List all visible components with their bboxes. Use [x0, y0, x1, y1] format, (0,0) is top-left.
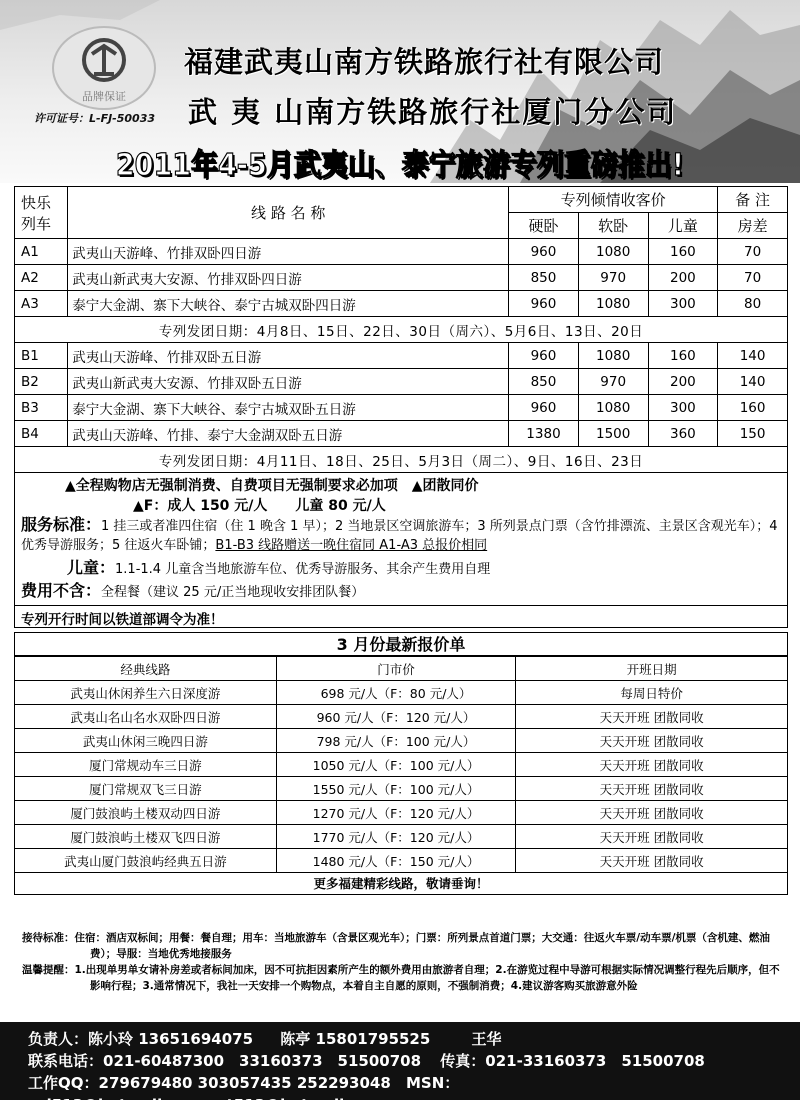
phone-numbers: 021-60487300 33160373 51500708 [103, 1052, 422, 1070]
price-list-row [15, 705, 788, 729]
price-child: 200 [648, 369, 718, 395]
retail-price: 1550 元/人（F：100 元/人） [276, 777, 516, 801]
child-label: 儿童： [67, 558, 116, 577]
price-list-row [15, 825, 788, 849]
train-route-row [15, 239, 788, 265]
route-name: 武夷山新武夷大安源、竹排双卧五日游 [68, 369, 509, 395]
col-header-classic-route: 经典线路 [15, 657, 277, 681]
price-list-title: 3 月份最新报价单 [14, 632, 788, 656]
logo-text: 品牌保证 [82, 90, 126, 103]
classic-route-name: 厦门鼓浪屿土楼双飞四日游 [15, 825, 277, 849]
more-routes-note: 更多福建精彩线路，敬请垂询！ [14, 873, 788, 895]
price-room-diff: 140 [718, 343, 788, 369]
route-name: 武夷山新武夷大安源、竹排双卧四日游 [68, 265, 509, 291]
notes-block [14, 473, 788, 606]
col-header-price-group: 专列倾情收客价 [509, 187, 718, 213]
price-child: 360 [648, 421, 718, 447]
fine-print [22, 930, 782, 994]
price-list-row [15, 849, 788, 873]
classic-route-name: 厦门鼓浪屿土楼双动四日游 [15, 801, 277, 825]
price-child: 300 [648, 395, 718, 421]
schedule-notice: 专列开行时间以铁道部调令为准！ [14, 606, 788, 628]
exclusions-text: 全程餐（建议 25 元/正当地现收安排团队餐） [101, 585, 365, 600]
price-child: 160 [648, 239, 718, 265]
price-hard-sleeper: 960 [509, 395, 579, 421]
price-child: 160 [648, 343, 718, 369]
price-room-diff: 70 [718, 265, 788, 291]
contact-person-3: 王华 [471, 1030, 502, 1048]
price-hard-sleeper: 960 [509, 291, 579, 317]
price-soft-sleeper: 1080 [578, 239, 648, 265]
route-code: A1 [15, 239, 68, 265]
start-schedule: 每周日特价 [516, 681, 788, 705]
price-soft-sleeper: 1080 [578, 343, 648, 369]
train-route-row [15, 421, 788, 447]
fax-label: 传真： [440, 1052, 486, 1070]
route-code: B4 [15, 421, 68, 447]
price-soft-sleeper: 1080 [578, 291, 648, 317]
contact-label: 负责人： [28, 1030, 89, 1048]
classic-route-name: 武夷山休闲养生六日深度游 [15, 681, 277, 705]
price-child: 300 [648, 291, 718, 317]
route-name: 武夷山天游峰、竹排双卧五日游 [68, 343, 509, 369]
main-content [14, 186, 788, 895]
qq-label: 工作QQ： [28, 1074, 99, 1092]
qq-numbers: 279679480 303057435 252293048 [98, 1074, 391, 1092]
col-header-soft-sleeper: 软卧 [578, 213, 648, 239]
warm-reminder: 温馨提醒：1.出现单男单女请补房差或者标间加床，因不可抗拒因素所产生的额外费用由旅游者自理；2.在游览过程中导游可根据实际情况调整行程先后顺序，但不影响行程；3.通常情况下，我社一天安排一个购物点，本着自主自愿的原则，不强制消费；4.建议游客购买旅游意外险 [22, 964, 780, 992]
group-a-rows [15, 239, 788, 317]
start-schedule: 天天开班 团散同收 [516, 753, 788, 777]
service-text: 1 挂三或者准四住宿（住 1 晚含 1 早）；2 当地景区空调旅游车；3 所列景点门票（含竹排漂流、主景区含观光车）；4 优秀导游服务；5 往返火车卧铺； [21, 519, 778, 553]
price-list-row [15, 777, 788, 801]
price-room-diff: 70 [718, 239, 788, 265]
classic-route-name: 武夷山名山名水双卧四日游 [15, 705, 277, 729]
contact-person-1: 陈小玲 13651694075 [88, 1030, 254, 1048]
fax-numbers: 021-33160373 51500708 [485, 1052, 705, 1070]
route-name: 武夷山天游峰、竹排双卧四日游 [68, 239, 509, 265]
price-room-diff: 80 [718, 291, 788, 317]
header-banner [0, 0, 800, 183]
service-label: 服务标准： [21, 515, 102, 534]
price-list-table [14, 656, 788, 873]
price-soft-sleeper: 1500 [578, 421, 648, 447]
promo-headline: 2011年4-5月武夷山、泰宁旅游专列重磅推出! [115, 148, 685, 183]
msn-addresses: cxl513@hotmail.com ct513@hotmail.com [28, 1096, 385, 1114]
price-soft-sleeper: 970 [578, 265, 648, 291]
train-route-table [14, 186, 788, 473]
train-route-row [15, 369, 788, 395]
retail-price: 1050 元/人（F：100 元/人） [276, 753, 516, 777]
price-hard-sleeper: 1380 [509, 421, 579, 447]
price-list-row [15, 729, 788, 753]
service-text-underlined: B1-B3 线路赠送一晚住宿同 A1-A3 总报价相同 [215, 538, 488, 553]
reception-standard: 接待标准：住宿：酒店双标间；用餐：餐自理；用车：当地旅游车（含景区观光车）；门票：所列景点首道门票；大交通：往返火车票/动车票/机票（含机建、燃油费）；导服：当地优秀地接服务 [22, 932, 770, 960]
classic-route-name: 厦门常规双飞三日游 [15, 777, 277, 801]
exclusions-label: 费用不含： [21, 581, 102, 600]
retail-price: 1270 元/人（F：120 元/人） [276, 801, 516, 825]
company-name-primary: 福建武夷山南方铁路旅行社有限公司 [184, 45, 665, 79]
start-schedule: 天天开班 团散同收 [516, 849, 788, 873]
price-hard-sleeper: 960 [509, 239, 579, 265]
retail-price: 698 元/人（F：80 元/人） [276, 681, 516, 705]
col-header-room-diff: 房差 [718, 213, 788, 239]
child-policy [21, 555, 781, 578]
classic-route-name: 武夷山休闲三晚四日游 [15, 729, 277, 753]
train-route-row [15, 291, 788, 317]
price-room-diff: 160 [718, 395, 788, 421]
price-soft-sleeper: 970 [578, 369, 648, 395]
service-standard [21, 515, 781, 555]
route-code: B1 [15, 343, 68, 369]
retail-price: 1770 元/人（F：120 元/人） [276, 825, 516, 849]
shopping-note: ▲全程购物店无强制消费、自费项目无强制要求必加项 ▲团散同价 [65, 478, 479, 494]
qq-msn-line [28, 1072, 800, 1116]
contact-footer [0, 1022, 800, 1114]
train-route-row [15, 265, 788, 291]
route-code: B3 [15, 395, 68, 421]
price-list-row [15, 681, 788, 705]
price-list-rows [15, 681, 788, 873]
col-header-child: 儿童 [648, 213, 718, 239]
train-route-row [15, 395, 788, 421]
price-hard-sleeper: 850 [509, 265, 579, 291]
start-schedule: 天天开班 团散同收 [516, 801, 788, 825]
classic-route-name: 厦门常规动车三日游 [15, 753, 277, 777]
price-room-diff: 140 [718, 369, 788, 395]
f-price-note: ▲F：成人 150 元/人 儿童 80 元/人 [133, 498, 386, 514]
group-b-rows [15, 343, 788, 447]
price-child: 200 [648, 265, 718, 291]
col-header-note: 备 注 [718, 187, 788, 213]
route-code: A3 [15, 291, 68, 317]
price-hard-sleeper: 850 [509, 369, 579, 395]
price-list-row [15, 753, 788, 777]
start-schedule: 天天开班 团散同收 [516, 825, 788, 849]
start-schedule: 天天开班 团散同收 [516, 729, 788, 753]
train-route-row [15, 343, 788, 369]
contact-person-2: 陈亭 15801795525 [280, 1030, 431, 1048]
col-header-retail-price: 门市价 [276, 657, 516, 681]
col-header-train: 快乐 列车 [15, 187, 68, 239]
start-schedule: 天天开班 团散同收 [516, 705, 788, 729]
col-header-route: 线 路 名 称 [68, 187, 509, 239]
classic-route-name: 武夷山厦门鼓浪屿经典五日游 [15, 849, 277, 873]
child-text: 1.1-1.4 儿童含当地旅游车位、优秀导游服务、其余产生费用自理 [115, 562, 491, 577]
route-name: 泰宁大金湖、寨下大峡谷、泰宁古城双卧五日游 [68, 395, 509, 421]
price-list-row [15, 801, 788, 825]
railway-logo-icon [54, 28, 154, 108]
price-hard-sleeper: 960 [509, 343, 579, 369]
col-header-start-date: 开班日期 [516, 657, 788, 681]
phone-label: 联系电话： [28, 1052, 104, 1070]
route-name: 泰宁大金湖、寨下大峡谷、泰宁古城双卧四日游 [68, 291, 509, 317]
retail-price: 1480 元/人（F：150 元/人） [276, 849, 516, 873]
license-number: 许可证号：L-FJ-50033 [34, 112, 156, 125]
company-name-branch: 武 夷 山南方铁路旅行社厦门分公司 [188, 95, 678, 129]
phone-fax-line [28, 1050, 800, 1072]
departure-dates-b: 专列发团日期：4月11日、18日、25日、5月3日（周二）、9日、16日、23日 [15, 447, 788, 473]
route-name: 武夷山天游峰、竹排、泰宁大金湖双卧五日游 [68, 421, 509, 447]
retail-price: 960 元/人（F：120 元/人） [276, 705, 516, 729]
exclusions [21, 578, 781, 601]
msn-label: MSN： [406, 1074, 460, 1092]
start-schedule: 天天开班 团散同收 [516, 777, 788, 801]
contact-people-line [28, 1028, 800, 1050]
route-code: A2 [15, 265, 68, 291]
company-logo [52, 26, 156, 110]
price-soft-sleeper: 1080 [578, 395, 648, 421]
retail-price: 798 元/人（F：100 元/人） [276, 729, 516, 753]
departure-dates-a: 专列发团日期：4月8日、15日、22日、30日（周六）、5月6日、13日、20日 [15, 317, 788, 343]
col-header-hard-sleeper: 硬卧 [509, 213, 579, 239]
route-code: B2 [15, 369, 68, 395]
price-room-diff: 150 [718, 421, 788, 447]
